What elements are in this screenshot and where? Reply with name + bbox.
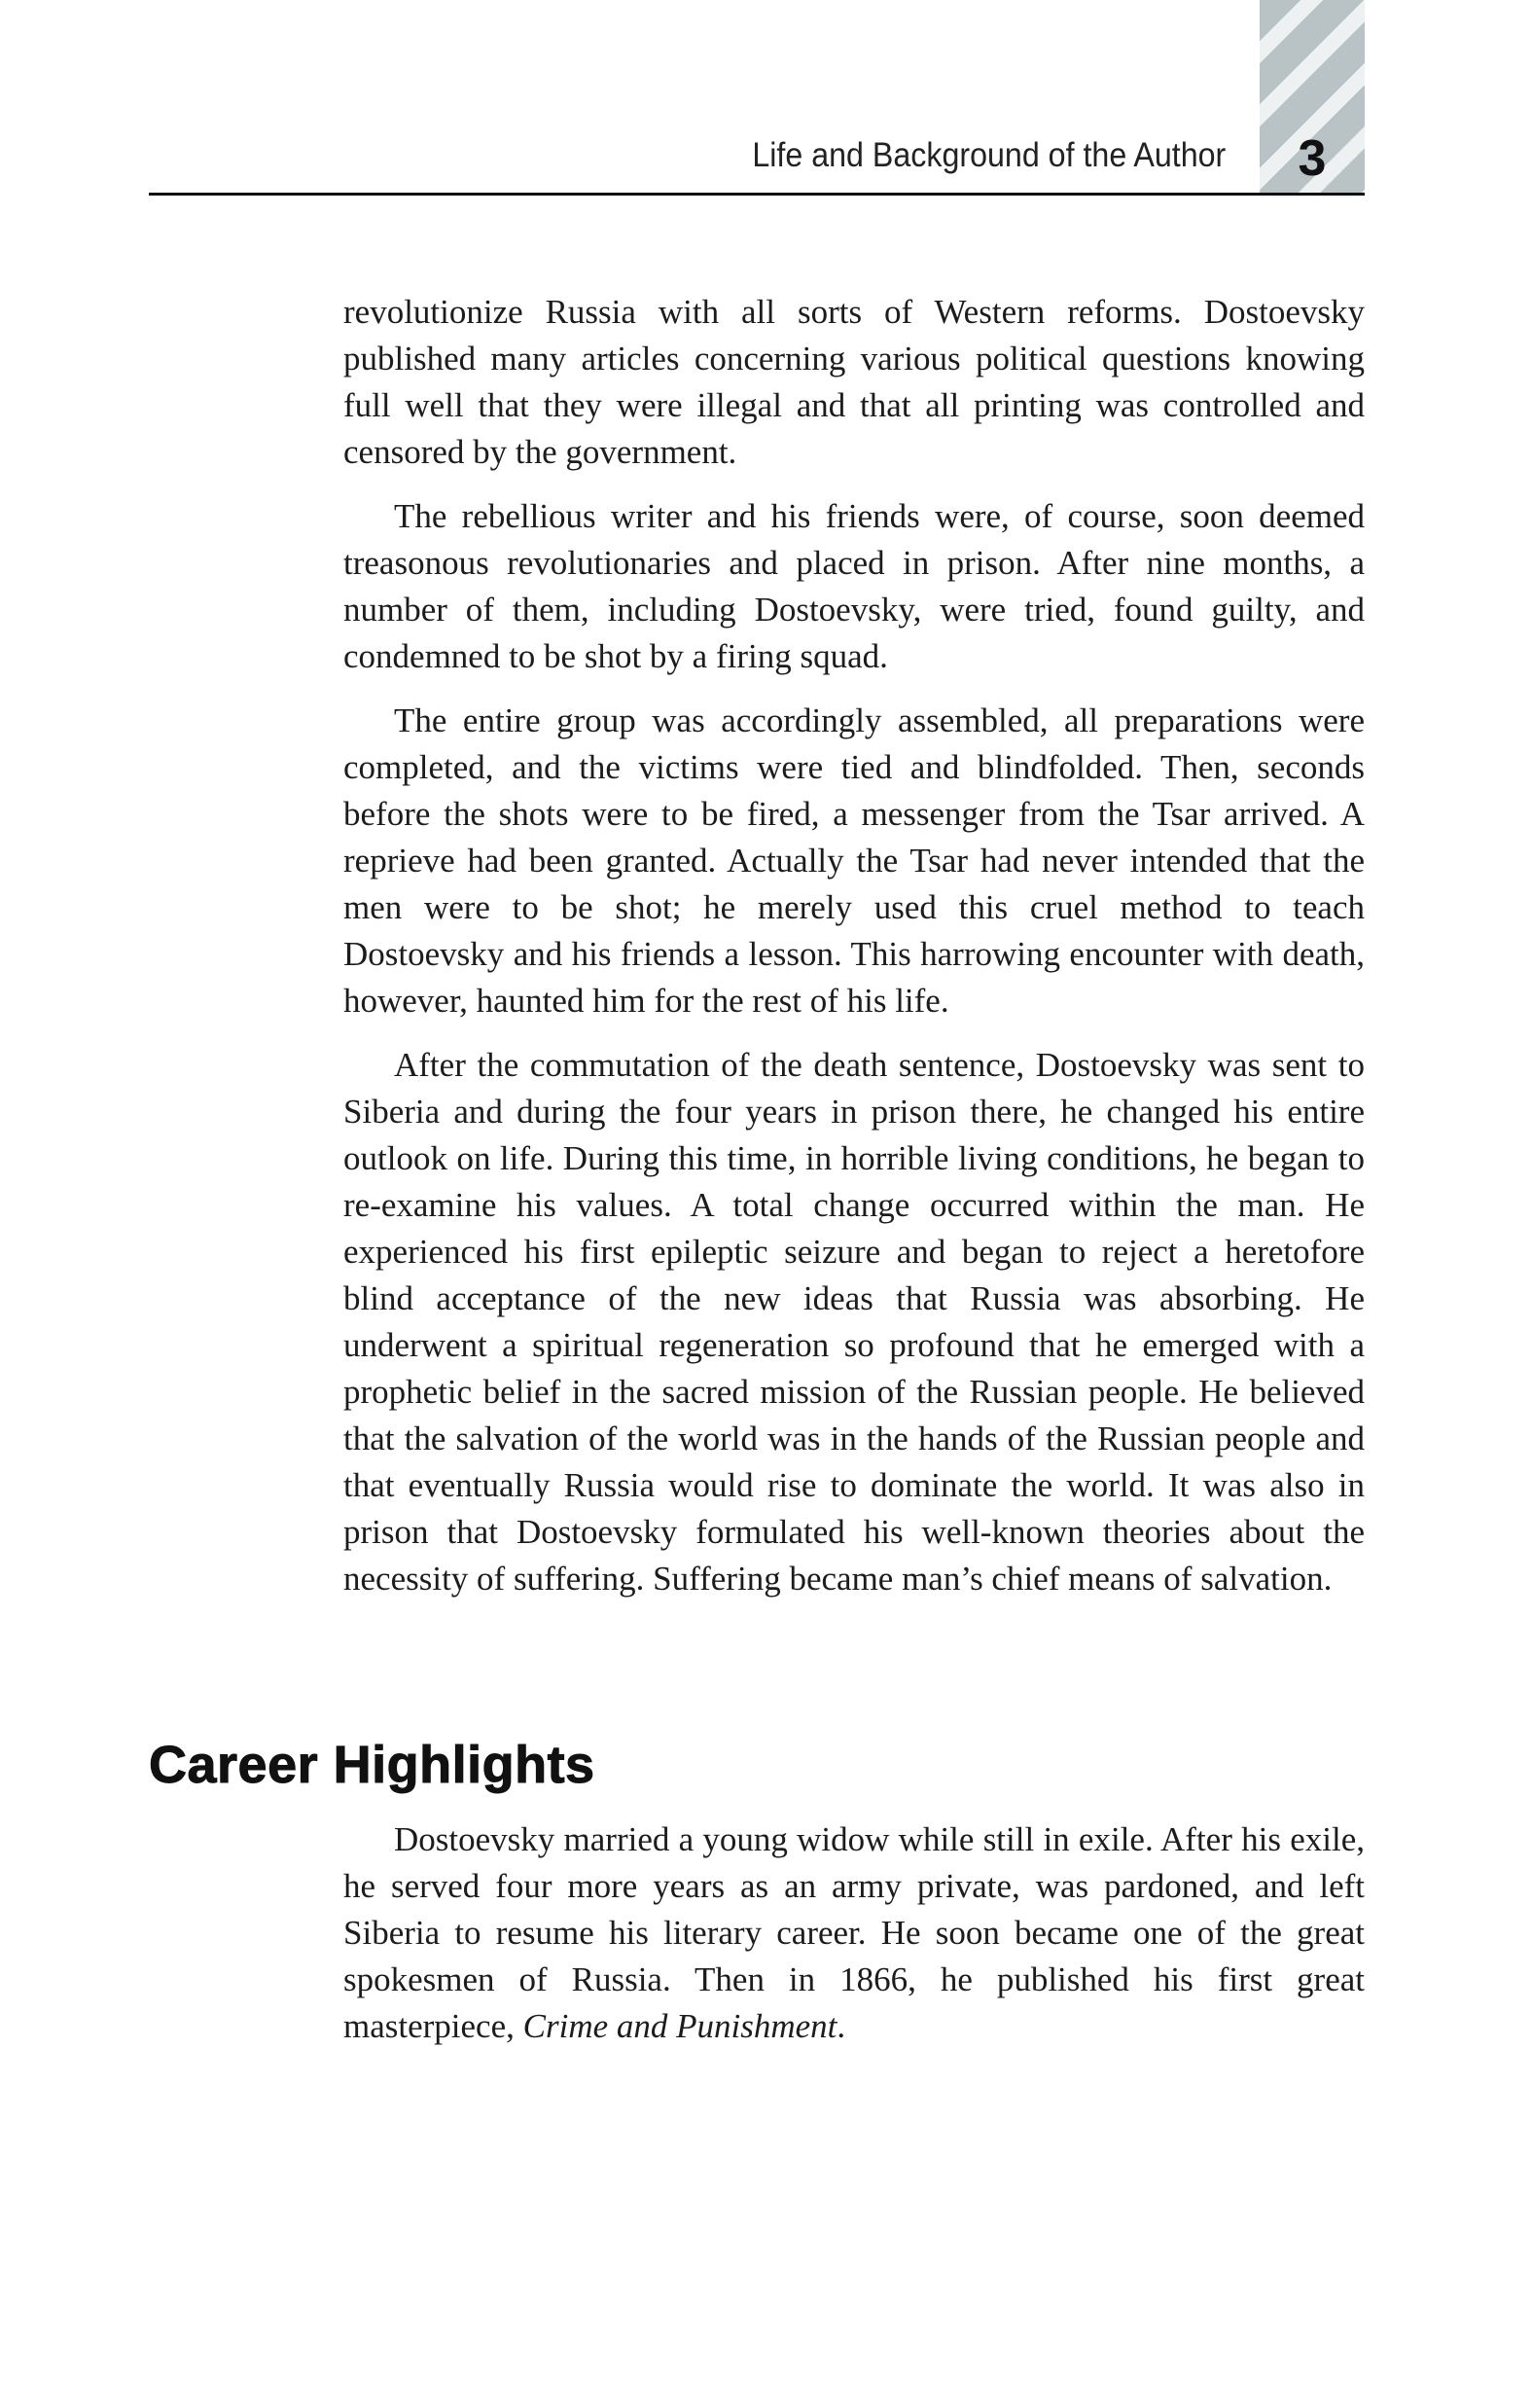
section-heading: Career Highlights <box>149 1736 595 1794</box>
header-rule <box>149 193 1365 196</box>
intro-text-block <box>343 289 1365 1620</box>
running-head: Life and Background of the Author <box>752 136 1226 174</box>
career-text-block <box>343 1816 1365 2067</box>
paragraph-end: . <box>837 2007 846 2045</box>
paragraph: The entire group was accordingly assembled, all preparations were completed, and the victims were tied and blindfolded. Then, seconds before the shots were to be fired, a messenger from the Tsar arrived. A reprieve had been granted. Actually the Tsar had never intended that the men were to be shot; he merely used this cruel method to teach Dostoevsky and his friends a lesson. This harrowing encounter with death, however, haunted him for the rest of his life. <box>343 701 1365 1020</box>
page-number: 3 <box>1298 130 1327 187</box>
paragraph: The rebellious writer and his friends were, of course, soon deemed treasonous revolutionaries and placed in prison. After nine months, a number of them, including Dostoevsky, were tried, found guilty, and condemned to be shot by a firing squad. <box>343 497 1365 675</box>
book-title: Crime and Punishment <box>522 2007 837 2045</box>
paragraph: revolutionize Russia with all sorts of Western reforms. Dostoevsky published many articles concerning various political questions knowing full well that they were illegal and that all printing was controlled and censored by the government. <box>343 293 1365 471</box>
paragraph-text: Dostoevsky married a young widow while still in exile. After his exile, he served four more years as an army private, was pardoned, and left Siberia to resume his literary career. He soon became one of the great spokesmen of Russia. Then in 1866, he published his first great masterpiece, <box>343 1820 1365 2045</box>
paragraph: After the commutation of the death sentence, Dostoevsky was sent to Siberia and during the four years in prison there, he changed his entire outlook on life. During this time, in horrible living conditions, he began to re-examine his values. A total change occurred within the man. He experienced his first epileptic seizure and began to reject a heretofore blind acceptance of the new ideas that Russia was absorbing. He underwent a spiritual regeneration so profound that he emerged with a prophetic belief in the sacred mission of the Russian people. He believed that the salvation of the world was in the hands of the Russian people and that eventually Russia would rise to dominate the world. It was also in prison that Dostoevsky formulated his well-known theories about the necessity of suffering. Suffering became man’s chief means of salvation. <box>343 1046 1365 1598</box>
paragraph <box>343 1816 1365 2050</box>
